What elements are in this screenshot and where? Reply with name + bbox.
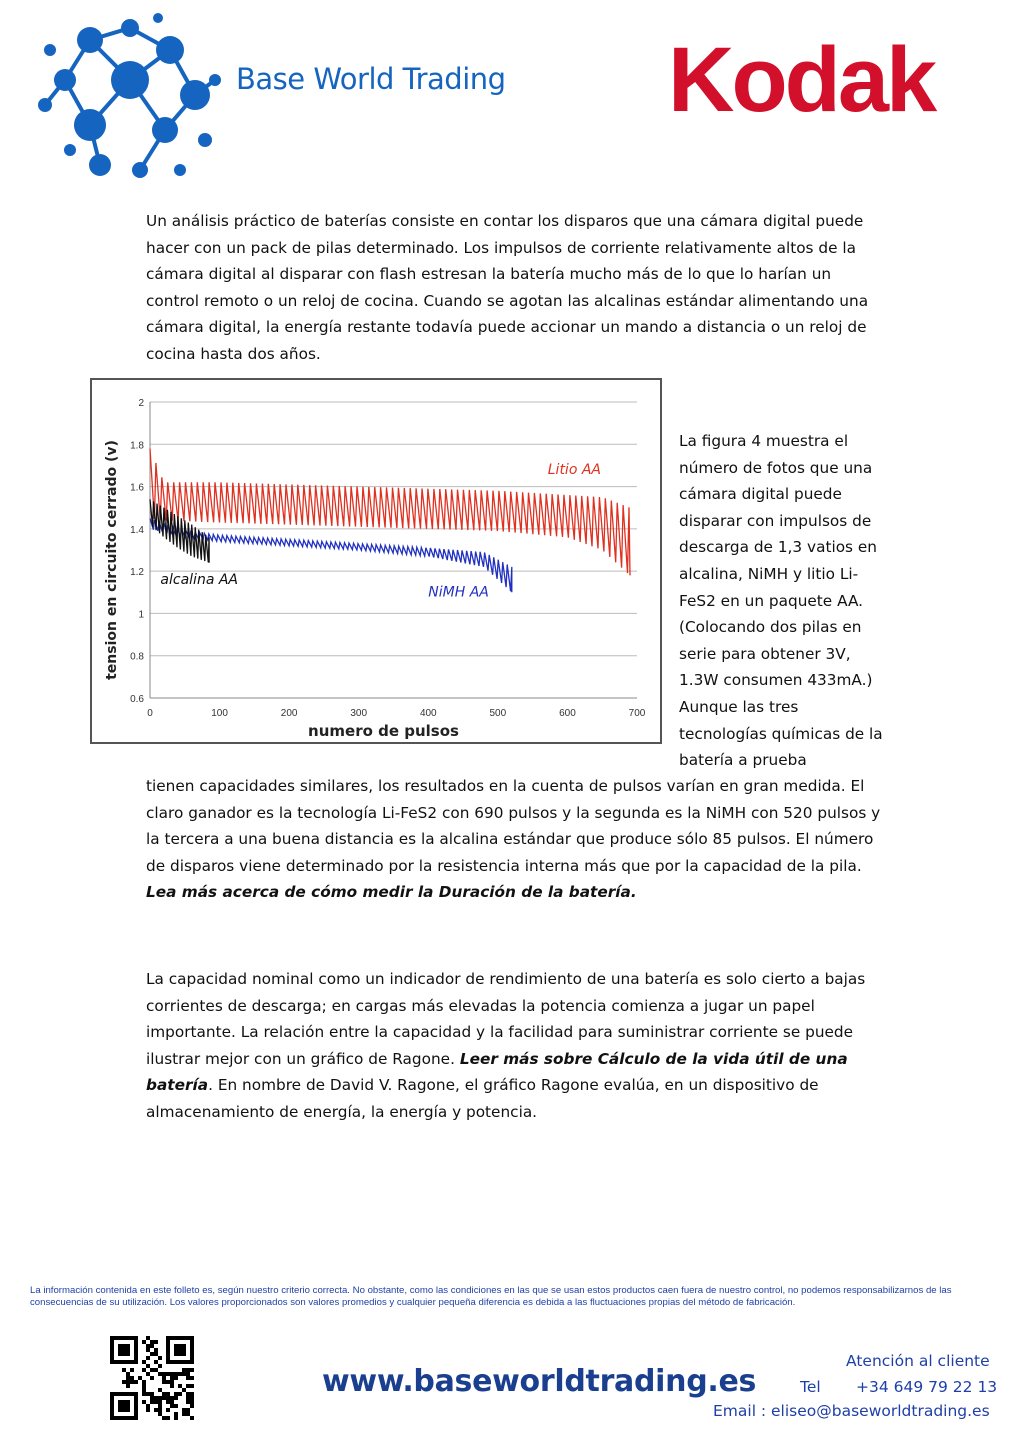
series-label: NiMH AA [428, 584, 489, 601]
email-address[interactable]: eliseo@baseworldtrading.es [771, 1402, 990, 1420]
y-tick-label: 0.6 [130, 694, 144, 705]
qr-code-icon [110, 1336, 194, 1420]
battery-pulse-chart [90, 378, 662, 744]
ragone-tail: En nombre de David V. Ragone, el gráfico Ragone evalúa, en un dispositivo de almacenamiento de energía, la energía y potencia. [146, 1076, 819, 1121]
y-tick-label: 1 [138, 609, 144, 621]
x-tick-label: 600 [559, 708, 576, 719]
disclaimer: La información contenida en este folleto es, según nuestro criterio correcta. No obstante, como las condiciones en las que se usan estos productos caen fuera de nuestro control, no podemos responsabilizarnos de las consecuencias de su utilización. Los valores proporcionados son valores promedios y cualquier pequeña diferencia es debida a las fluctuaciones propias del método de fabricación. [30, 1285, 952, 1308]
base-world-trading-logo-icon [30, 10, 230, 190]
x-tick-label: 400 [419, 708, 437, 719]
phone-number[interactable]: +34 649 79 22 13 [856, 1378, 998, 1396]
results-text: tienen capacidades similares, los resultados en la cuenta de pulsos varían en gran medida. El claro ganador es la tecnología Li-FeS2 con 690 pulsos y la segunda es la NiMH con 520 pulsos y la tercera a una buena distancia es la alcalina estándar que produce sólo 85 pulsos. El número de disparos viene determinado por la resistencia interna más que por la capacidad de la pila. [146, 777, 881, 875]
kodak-logo: Kodak [668, 29, 935, 131]
x-tick-label: 700 [628, 708, 646, 719]
y-tick-label: 0.8 [130, 651, 144, 663]
website-link[interactable]: www.baseworldtrading.es [322, 1364, 757, 1399]
ragone-paragraph: La capacidad nominal como un indicador de rendimiento de una batería es solo cierto a bajas corrientes de descarga; en cargas más elevadas la potencia comienza a jugar un papel importante. La relación entre la capacidad y la facilidad para suministrar corriente se puede ilustrar mejor con un gráfico de Ragone. Leer más sobre Cálculo de la vida útil de una batería. En nombre de David V. Ragone, el gráfico Ragone evalúa, en un dispositivo de almacenamiento de energía, la energía y potencia. [146, 970, 866, 1121]
x-tick-label: 100 [211, 708, 228, 719]
intro-paragraph: Un análisis práctico de baterías consiste en contar los disparos que una cámara digital puede hacer con un pack de pilas determinado. Los impulsos de corriente relativamente altos de la cámara digital al disparar con flash estresan la batería mucho más de lo que lo harían un control remoto o un reloj de cocina. Cuando se agotan las alcalinas estándar alimentando una cámara digital, la energía restante todavía puede accionar un mando a distancia o un reloj de cocina hasta dos años. [146, 212, 869, 363]
company-name: Base World Trading [236, 62, 506, 96]
battery-life-link[interactable]: Leer más sobre Cálculo de la vida útil de una batería [146, 1049, 848, 1095]
ragone-text: La capacidad nominal como un indicador de rendimiento de una batería es solo cierto a bajas corrientes de descarga; en cargas más elevadas la potencia comienza a jugar un papel importante. La relación entre la capacidad y la facilidad para suministrar corriente se puede ilustrar mejor con un gráfico de Ragone. [146, 970, 866, 1068]
x-tick-label: 0 [147, 708, 153, 719]
series-label: Litio AA [547, 461, 602, 478]
y-tick-label: 1.2 [130, 567, 144, 579]
x-axis-label: numero de pulsos [308, 722, 459, 740]
x-tick-label: 500 [489, 708, 507, 719]
customer-service-title: Atención al cliente [846, 1352, 990, 1370]
x-tick-label: 300 [350, 708, 368, 719]
y-tick-label: 1.4 [130, 524, 144, 536]
email-label: Email : [713, 1402, 767, 1420]
chart-svg [92, 380, 660, 742]
figure-description: La figura 4 muestra el número de fotos que una cámara digital puede disparar con impulsos de descarga de 1,3 vatios en alcalina, NiMH y litio Li-FeS2 en un paquete AA. (Colocando dos pilas en serie para obtener 3V, 1.3W consumen 433mA.) Aunque las tres tecnologías químicas de la batería a prueba [679, 432, 883, 770]
y-tick-label: 1.6 [130, 482, 144, 494]
battery-duration-link[interactable]: Lea más acerca de cómo medir la Duración de la batería. [146, 883, 637, 902]
x-tick-label: 200 [280, 708, 298, 719]
results-paragraph [146, 773, 886, 906]
y-tick-label: 1.8 [130, 440, 144, 452]
tel-label: Tel [800, 1378, 821, 1396]
series-label: alcalina AA [160, 571, 239, 588]
y-tick-label: 2 [138, 398, 144, 409]
y-axis-label: tension en circuito cerrado (v) [104, 440, 120, 680]
